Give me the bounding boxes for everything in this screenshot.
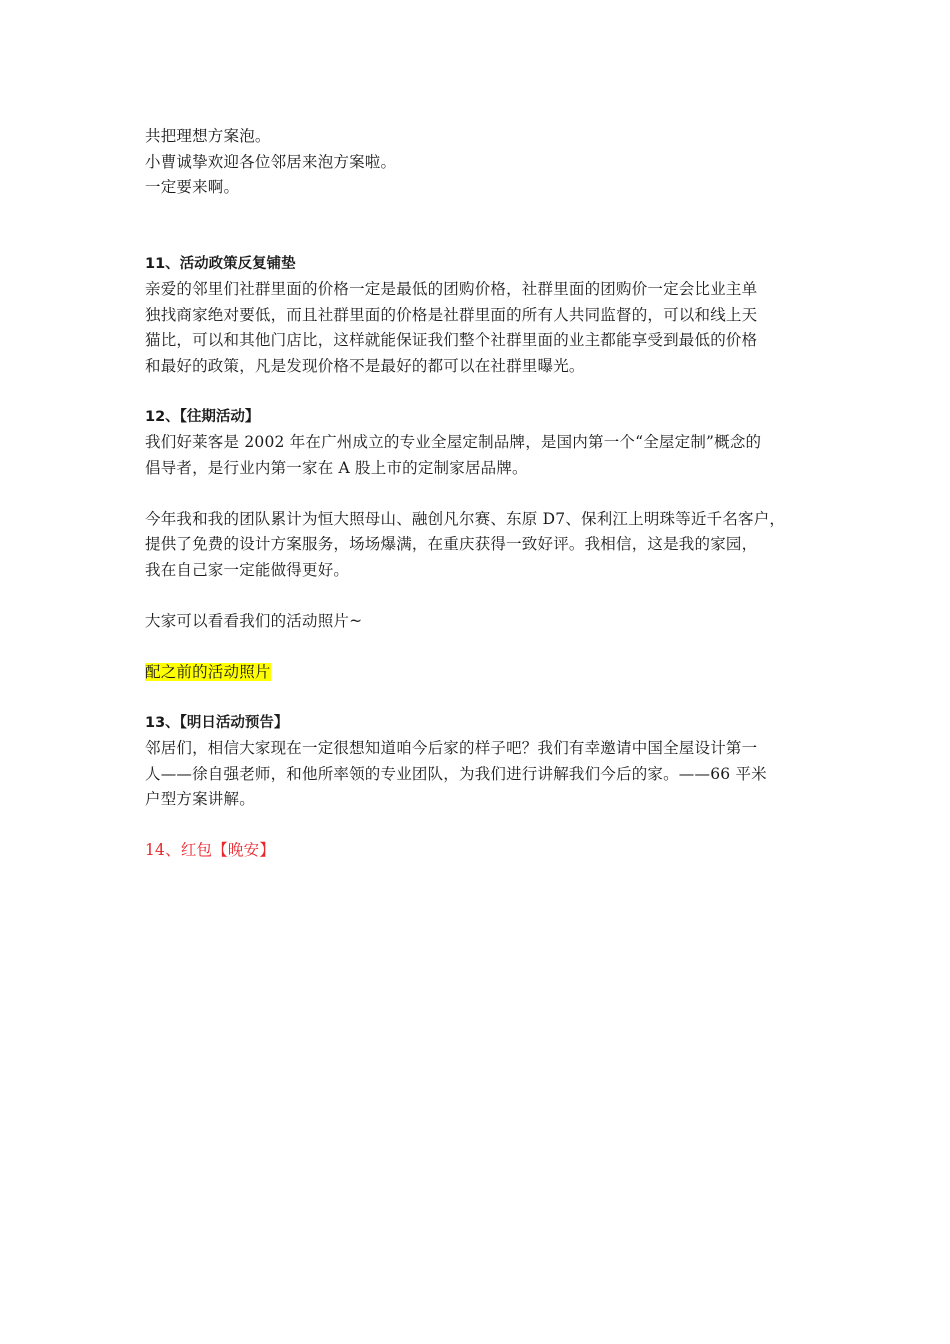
photo-placeholder-note xyxy=(145,660,825,686)
section-12-heading: 12、【往期活动】 xyxy=(145,408,260,425)
section-11-heading: 11、活动政策反复铺垫 xyxy=(145,255,296,272)
intro-line-2: 小曹诚挚欢迎各位邻居来泡方案啦。 xyxy=(145,152,397,171)
section-11-line-2: 独找商家绝对要低，而且社群里面的价格是社群里面的所有人共同监督的，可以和线上天 xyxy=(145,305,758,324)
section-13-line-2: 人——徐自强老师，和他所率领的专业团队，为我们进行讲解我们今后的家。——66 平米 xyxy=(145,764,767,783)
section-12-para2-line-2: 提供了免费的设计方案服务，场场爆满，在重庆获得一致好评。我相信，这是我的家园， xyxy=(145,535,758,553)
section-11-line-1: 亲爱的邻里们社群里面的价格一定是最低的团购价格，社群里面的团购价一定会比业主单 xyxy=(145,280,758,298)
section-11-line-3: 猫比，可以和其他门店比，这样就能保证我们整个社群里面的业主都能享受到最低的价格 xyxy=(145,331,758,349)
section-13-line-3: 户型方案讲解。 xyxy=(145,790,255,808)
section-12-para2-line-1: 今年我和我的团队累计为恒大照母山、融创凡尔赛、东原 D7、保利江上明珠等近千名客户， xyxy=(145,509,786,528)
section-12-para1-line-2: 倡导者，是行业内第一家在 A 股上市的定制家居品牌。 xyxy=(145,458,528,477)
intro-line-1: 共把理想方案泡。 xyxy=(145,127,271,145)
intro-line-3: 一定要来啊。 xyxy=(145,178,240,196)
section-13-heading: 13、【明日活动预告】 xyxy=(145,714,289,731)
highlighted-text: 配之前的活动照片 xyxy=(145,662,271,681)
section-12-para1-line-1: 我们好莱客是 2002 年在广州成立的专业全屋定制品牌，是国内第一个“全屋定制”概念的 xyxy=(145,433,762,451)
section-11-line-4: 和最好的政策，凡是发现价格不是最好的都可以在社群里曝光。 xyxy=(145,356,585,375)
document-page xyxy=(145,124,825,864)
section-13-line-1: 邻居们，相信大家现在一定很想知道咱今后家的样子吧？我们有幸邀请中国全屋设计第一 xyxy=(145,739,758,757)
section-12-para3: 大家可以看看我们的活动照片~ xyxy=(145,611,363,630)
section-12-para2-line-3: 我在自己家一定能做得更好。 xyxy=(145,560,350,579)
section-14-red-text: 14、红包【晚安】 xyxy=(145,841,276,859)
